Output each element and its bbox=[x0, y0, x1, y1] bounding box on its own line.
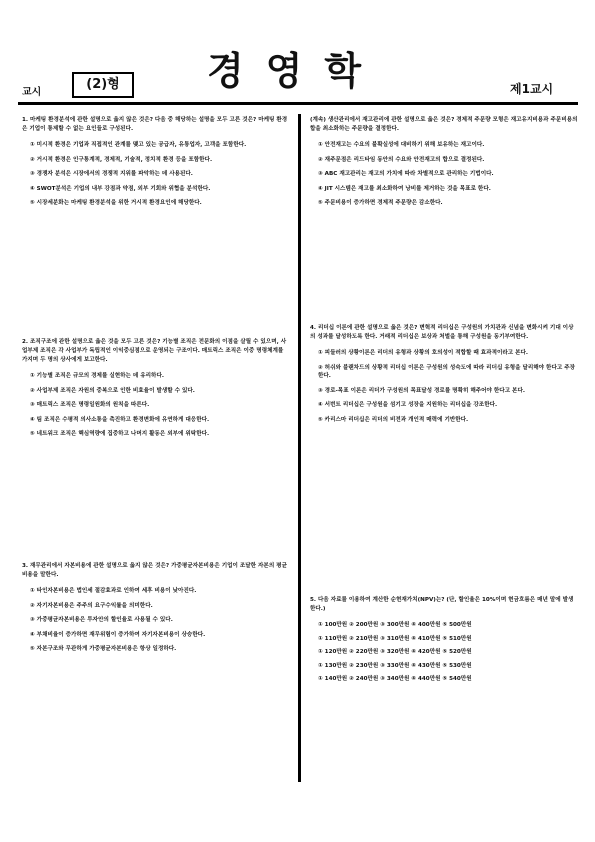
option: ④ SWOT분석은 기업의 내부 강점과 약점, 외부 기회와 위협을 분석한다. bbox=[30, 185, 211, 192]
exam-type-box: (2)형 bbox=[72, 72, 134, 98]
option: ① 130만원 ② 230만원 ③ 330만원 ④ 430만원 ⑤ 530만원 bbox=[318, 662, 472, 669]
option: ⑤ 네트워크 조직은 핵심역량에 집중하고 나머지 활동은 외부에 위탁한다. bbox=[30, 431, 210, 437]
page-title: 경영학 bbox=[206, 48, 384, 93]
question-stem: 3. 재무관리에서 자본비용에 관한 설명으로 옳지 않은 것은? 가중평균자본비용은 기업이 조달한 자본의 평균비용을 말한다. bbox=[22, 563, 287, 578]
option: ① 피들러의 상황이론은 리더의 유형과 상황의 호의성이 적합할 때 효과적이라고 본다. bbox=[318, 350, 529, 356]
option: ② 거시적 환경은 인구통계적, 경제적, 기술적, 정치적 환경 등을 포함한다. bbox=[30, 156, 213, 163]
question-stem: 1. 마케팅 환경분석에 관한 설명으로 옳지 않은 것은? 다음 중 해당하는 설명을 모두 고른 것은? 마케팅 환경은 기업이 통제할 수 없는 요인들로 구성된다. bbox=[22, 117, 288, 132]
option: ③ 경로-목표 이론은 리더가 구성원의 목표달성 경로를 명확히 해주어야 한다고 본다. bbox=[318, 387, 525, 394]
question bbox=[310, 596, 578, 689]
option: ⑤ 주문비용이 증가하면 경제적 주문량은 감소한다. bbox=[318, 200, 443, 206]
option: ⑤ 자본구조와 무관하게 가중평균자본비용은 항상 일정하다. bbox=[30, 646, 177, 652]
option: ④ 팀 조직은 수평적 의사소통을 촉진하고 환경변화에 유연하게 대응한다. bbox=[30, 416, 210, 423]
option: ① 110만원 ② 210만원 ③ 310만원 ④ 410만원 ⑤ 510만원 bbox=[318, 635, 472, 642]
option-list bbox=[310, 141, 578, 208]
option-list bbox=[310, 349, 578, 424]
option: ② 재주문점은 리드타임 동안의 수요와 안전재고의 합으로 결정된다. bbox=[318, 156, 485, 163]
question-stem: (계속) 생산관리에서 재고관리에 관한 설명으로 옳은 것은? 경제적 주문량 모형은 재고유지비용과 주문비용의 합을 최소화하는 주문량을 결정한다. bbox=[310, 117, 578, 132]
session-label: 교시 bbox=[22, 87, 42, 98]
question bbox=[22, 562, 290, 660]
option: ③ 매트릭스 조직은 명령일원화의 원칙을 따른다. bbox=[30, 402, 150, 408]
option: ② 자기자본비용은 주주의 요구수익률을 의미한다. bbox=[30, 602, 153, 609]
option: ① 미시적 환경은 기업과 직접적인 관계를 맺고 있는 공급자, 유통업자, 고객을 포함한다. bbox=[30, 142, 247, 148]
question-stem: 5. 다음 자료를 이용하여 계산한 순현재가치(NPV)는? (단, 할인율은 10%이며 현금흐름은 매년 말에 발생한다.) bbox=[310, 597, 574, 612]
option: ③ ABC 재고관리는 재고의 가치에 따라 차별적으로 관리하는 기법이다. bbox=[318, 171, 494, 177]
question bbox=[22, 338, 290, 445]
option: ① 120만원 ② 220만원 ③ 320만원 ④ 420만원 ⑤ 520만원 bbox=[318, 649, 472, 655]
option: ③ 가중평균자본비용은 투자안의 할인율로 사용될 수 있다. bbox=[30, 617, 173, 623]
option-list bbox=[22, 141, 290, 208]
question-stem: 4. 리더십 이론에 관한 설명으로 옳은 것은? 변혁적 리더십은 구성원의 가치관과 신념을 변화시켜 기대 이상의 성과를 달성하도록 한다. 거래적 리더십은 보상과 처벌을 통해 구성원을 동기부여한다. bbox=[310, 325, 574, 340]
header-rule bbox=[18, 102, 578, 105]
question-stem: 2. 조직구조에 관한 설명으로 옳은 것을 모두 고른 것은? 기능별 조직은 전문화의 이점을 살릴 수 있으며, 사업부제 조직은 각 사업부가 독립적인 이익중심점으로 운영되는 구조이다. 매트릭스 조직은 이중 명령체계를 가지며 두 명의 상사에게 보고한다. bbox=[22, 339, 287, 363]
question bbox=[310, 116, 578, 214]
option-list bbox=[22, 587, 290, 654]
option: ② 사업부제 조직은 자원의 중복으로 인한 비효율이 발생할 수 있다. bbox=[30, 387, 195, 394]
column-divider bbox=[298, 114, 301, 782]
question bbox=[310, 324, 578, 430]
option: ④ 서번트 리더십은 구성원을 섬기고 성장을 지원하는 리더십을 강조한다. bbox=[318, 402, 498, 408]
option: ⑤ 카리스마 리더십은 리더의 비전과 개인적 매력에 기반한다. bbox=[318, 416, 469, 423]
option: ④ 부채비율이 증가하면 재무위험이 증가하여 자기자본비용이 상승한다. bbox=[30, 631, 206, 638]
option: ④ JIT 시스템은 재고를 최소화하여 낭비를 제거하는 것을 목표로 한다. bbox=[318, 185, 491, 192]
option: ③ 경쟁자 분석은 시장에서의 경쟁적 지위를 파악하는 데 사용된다. bbox=[30, 171, 193, 177]
option-list bbox=[310, 621, 578, 684]
option: ① 타인자본비용은 법인세 절감효과로 인하여 세후 비용이 낮아진다. bbox=[30, 588, 197, 594]
option: ① 안전재고는 수요의 불확실성에 대비하기 위해 보유하는 재고이다. bbox=[318, 142, 485, 148]
question bbox=[22, 116, 290, 214]
period-label: 제1교시 bbox=[510, 82, 554, 96]
option: ② 허쉬와 블랜차드의 상황적 리더십 이론은 구성원의 성숙도에 따라 리더십 유형을 달리해야 한다고 주장한다. bbox=[318, 364, 576, 379]
option: ① 140만원 ② 240만원 ③ 340만원 ④ 440만원 ⑤ 540만원 bbox=[318, 676, 472, 682]
option: ⑤ 시장세분화는 마케팅 환경분석을 위한 거시적 환경요인에 해당한다. bbox=[30, 200, 202, 206]
option: ① 기능별 조직은 규모의 경제를 실현하는 데 유리하다. bbox=[30, 373, 164, 379]
option-list bbox=[22, 372, 290, 439]
option: ① 100만원 ② 200만원 ③ 300만원 ④ 400만원 ⑤ 500만원 bbox=[318, 622, 472, 628]
